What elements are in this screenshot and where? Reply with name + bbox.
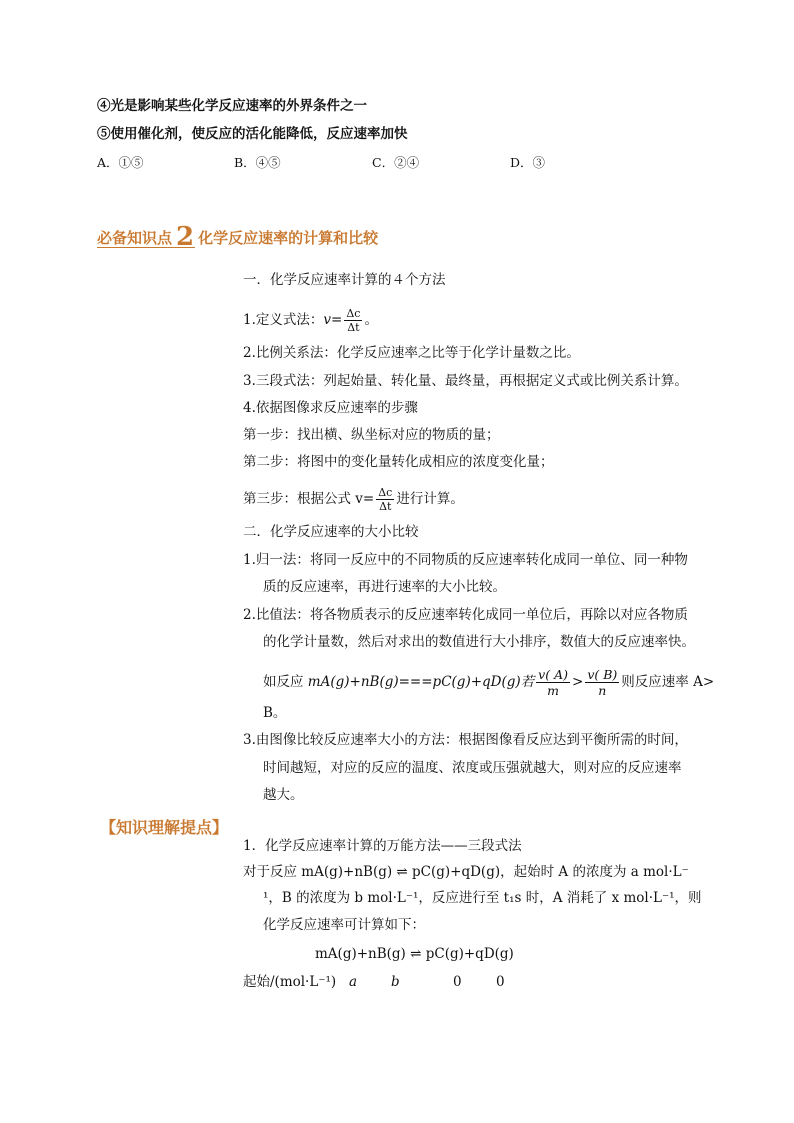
ratio-example-cont: B。 (263, 705, 287, 721)
tip-title: 【知识理解提点】 (100, 818, 229, 837)
section-heading (97, 220, 378, 250)
initial-row-label: 起始/(mol·L⁻¹) (243, 974, 337, 990)
step-2: 第二步：将图中的变化量转化成相应的浓度变化量； (243, 454, 554, 470)
statement-4: ④光是影响某些化学反应速率的外界条件之一 (97, 98, 367, 114)
initial-d: 0 (496, 974, 505, 990)
option-b: B．④⑤ (234, 155, 281, 170)
step-3: 第三步：根据公式 v= $\frac{\Delta c}{\Delta t}$ 进行计算。 (243, 486, 464, 513)
tip-heading: 1．化学反应速率计算的万能方法——三段式法 (243, 838, 522, 854)
tip-line-2: ¹，B 的浓度为 b mol·L⁻¹，反应进行至 t₁s 时，A 消耗了 x mol·L⁻¹，则 (263, 890, 702, 906)
method3-three-stage: 3.三段式法：列起始量、转化量、最终量，再根据定义式或比例关系计算。 (243, 373, 688, 389)
statement-5: ⑤使用催化剂，使反应的活化能降低，反应速率加快 (97, 126, 408, 142)
option-c: C．②④ (372, 155, 420, 170)
method-normalize-line1: 1.归一法：将同一反应中的不同物质的反应速率转化成同一单位、同一种物 (243, 552, 688, 568)
option-a: A．①⑤ (97, 155, 144, 170)
section-number: 2 (176, 222, 195, 252)
fraction-vA-m: $\frac{v( A)}{m}$ (538, 667, 568, 698)
method4-graph: 4.依据图像求反应速率的步骤 (243, 400, 418, 416)
section-prefix: 必备知识点 (97, 229, 173, 247)
fraction-vB-n: $\frac{v( B)}{n}$ (587, 667, 618, 698)
tip-equation: mA(g)+nB(g) ⇌ pC(g)+qD(g) (315, 946, 514, 962)
fraction-dc-dt-2: $\frac{\Delta c}{\Delta t}$ (378, 486, 393, 513)
method2-ratio: 2.比例关系法：化学反应速率之比等于化学计量数之比。 (243, 345, 580, 361)
part2-heading: 二．化学反应速率的大小比较 (243, 524, 419, 540)
method-ratio-line2: 的化学计量数，然后对求出的数值进行大小排序，数值大的反应速率快。 (263, 634, 695, 650)
method-normalize-line2: 质的反应速率，再进行速率的大小比较。 (263, 579, 506, 595)
tip-line-1: 对于反应 mA(g)+nB(g) ⇌ pC(g)+qD(g)，起始时 A 的浓度为 a mol·L⁻ (243, 864, 689, 880)
method-graph-line1: 3.由图像比较反应速率大小的方法：根据图像看反应达到平衡所需的时间， (243, 732, 688, 748)
ratio-example: 如反应 mA(g)+nB(g)===pC(g)+qD(g)若 $\frac{v( A)}{m}$ > $\frac{v( B)}{n}$ 则反应速率 A> (263, 667, 715, 698)
section-title: 化学反应速率的计算和比较 (198, 229, 379, 247)
initial-c: 0 (453, 974, 462, 990)
step-1: 第一步：找出横、纵坐标对应的物质的量； (243, 427, 500, 443)
method1-definition: 1.定义式法：v= $\frac{\Delta c}{\Delta t}$ 。 (243, 307, 378, 334)
fraction-dc-dt: $\frac{\Delta c}{\Delta t}$ (346, 307, 361, 334)
method-graph-line3: 越大。 (263, 787, 304, 803)
initial-b: b (391, 974, 400, 990)
tip-line-3: 化学反应速率可计算如下： (263, 917, 425, 933)
part1-heading: 一．化学反应速率计算的４个方法 (243, 272, 446, 288)
method-graph-line2: 时间越短，对应的反应的温度、浓度或压强就越大，则对应的反应速率 (263, 760, 682, 776)
initial-a: a (349, 974, 358, 990)
section-underline (97, 247, 195, 248)
option-d: D．③ (510, 155, 546, 170)
method-ratio-line1: 2.比值法：将各物质表示的反应速率转化成同一单位后，再除以对应各物质 (243, 607, 688, 623)
